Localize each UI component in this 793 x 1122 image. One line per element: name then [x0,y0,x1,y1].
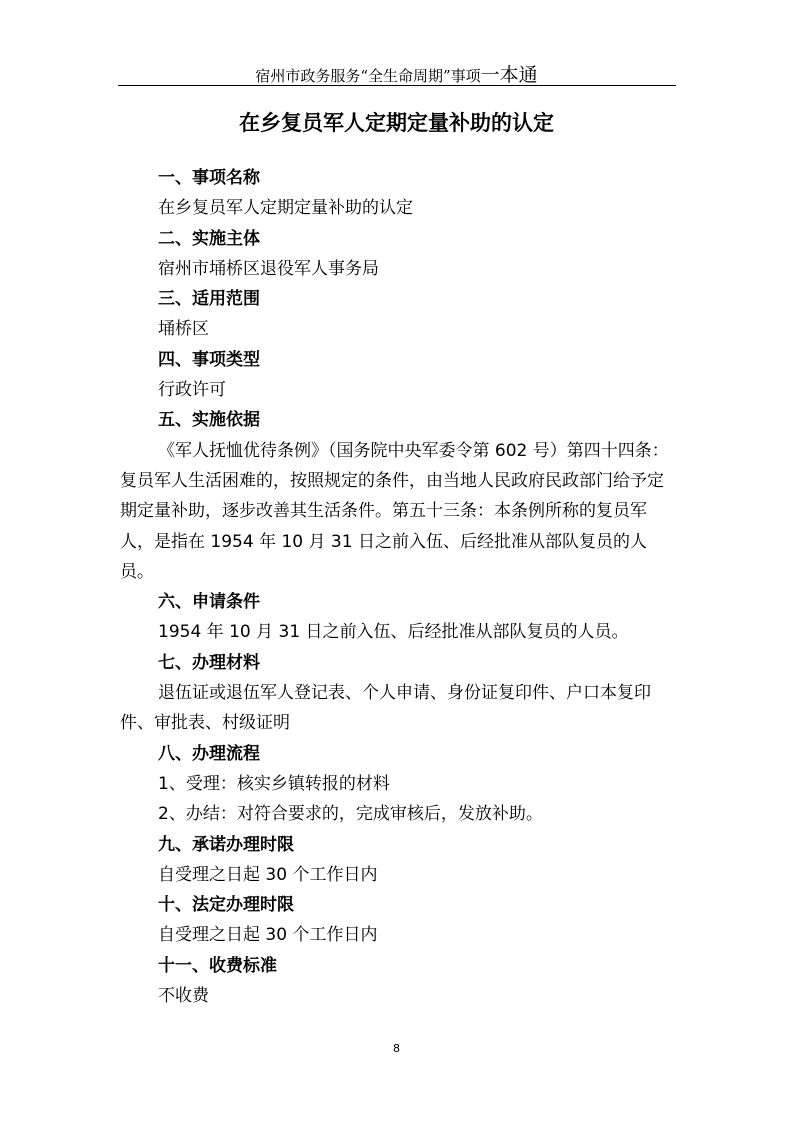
section-text: 1954 年 10 月 31 日之前入伍、后经批准从部队复员的人员。 [158,622,629,643]
process-step: 1、受理：核实乡镇转报的材料 [158,773,390,794]
section-heading: 六、申请条件 [158,592,260,613]
section-text: 埇桥区 [158,319,209,340]
section-heading: 十、法定办理时限 [158,895,294,916]
section-heading: 四、事项类型 [158,349,260,370]
section-heading: 一、事项名称 [158,168,260,188]
document-title: 在乡复员军人定期定量补助的认定 [239,111,554,135]
section-text: 退伍证或退伍军人登记表、个人申请、身份证复印件、户口本复印件、审批表、村级证明 [120,683,651,734]
section-text: 不收费 [158,986,209,1007]
running-header-suffix: 一本通 [480,64,538,86]
process-step: 2、办结：对符合要求的，完成审核后，发放补助。 [158,804,543,825]
section-text: 自受理之日起 30 个工作日内 [158,925,378,946]
section-heading: 五、实施依据 [158,410,260,431]
section-text: 自受理之日起 30 个工作日内 [158,864,378,885]
section-text: 《军人抚恤优待条例》（国务院中央军委令第 602 号）第四十四条：复员军人生活困难的，按照规定的条件，由当地人民政府民政部门给予定期定量补助，逐步改善其生活条件。第五十三条：本条例所称的复员军人，是指在 1954 年 10 月 31 日之前入伍、后经批准从部队复员的人员。 [120,440,669,582]
section-heading: 三、适用范围 [158,289,260,310]
section-text: 宿州市埇桥区退役军人事务局 [158,258,379,279]
section-text: 在乡复员军人定期定量补助的认定 [158,198,413,219]
section-heading: 二、实施主体 [158,228,260,249]
header-divider [118,85,676,86]
running-header [0,60,793,87]
section-heading: 十一、收费标准 [158,955,277,976]
section-heading: 九、承诺办理时限 [158,834,294,855]
section-heading: 七、办理材料 [158,652,260,673]
document-body [120,163,677,1011]
section-text: 行政许可 [158,380,226,401]
running-header-prefix: 宿州市政务服务“全生命周期”事项 [255,67,481,85]
page-number: 8 [393,1042,400,1055]
section-heading: 八、办理流程 [158,743,260,764]
